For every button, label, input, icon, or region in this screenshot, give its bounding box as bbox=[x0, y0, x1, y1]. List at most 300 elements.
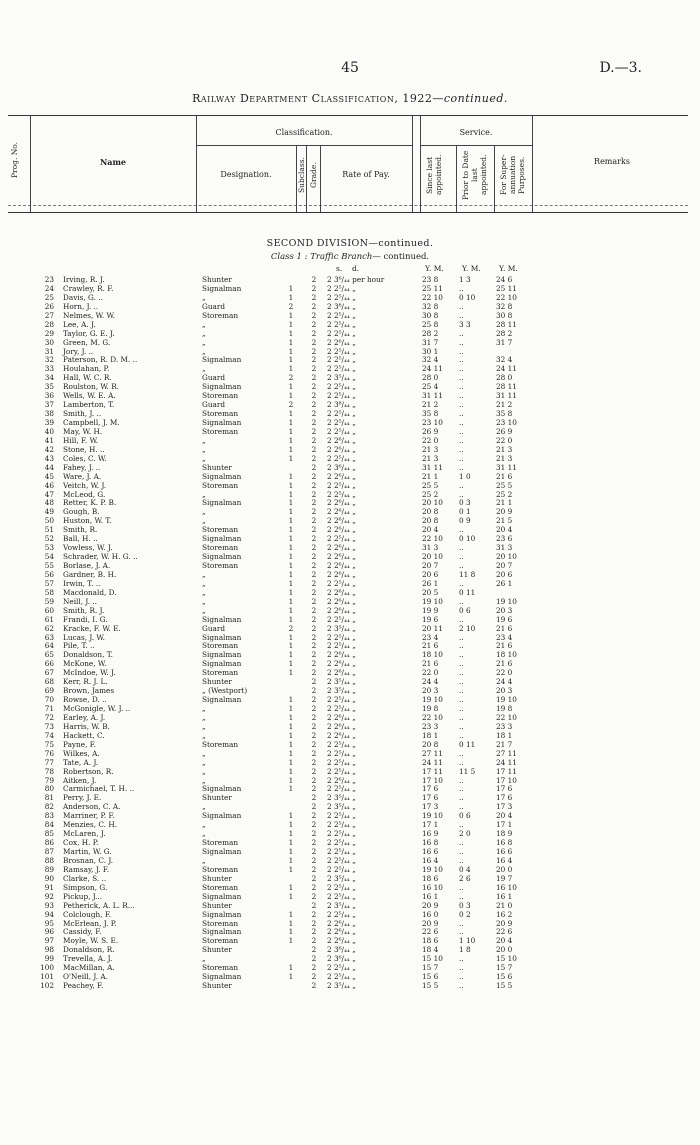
service-since-last: 21 2 bbox=[422, 400, 439, 410]
unit-years-months: Y. M. bbox=[425, 264, 444, 273]
service-superannuation: 18 10 bbox=[496, 650, 517, 660]
prog-no: 89 bbox=[44, 864, 54, 874]
employee-name: McIndoe, W. J. bbox=[63, 668, 116, 678]
service-since-last: 20 8 bbox=[422, 516, 439, 526]
prog-no: 56 bbox=[44, 569, 54, 579]
table-row bbox=[0, 686, 700, 695]
designation: Shunter bbox=[202, 873, 232, 883]
designation: „ bbox=[202, 829, 206, 839]
employee-name: Irwin, T. .. bbox=[63, 578, 101, 588]
designation: Storeman bbox=[202, 882, 239, 892]
subtitle-class: Class 1 : Traffic Branch bbox=[270, 252, 373, 262]
subclass: 1 bbox=[288, 891, 294, 901]
table-row bbox=[0, 418, 700, 427]
service-since-last: 19 10 bbox=[422, 811, 443, 821]
grade: 2 bbox=[311, 480, 317, 490]
designation: Shunter bbox=[202, 981, 232, 991]
rate-of-pay: 2 2⁵/₄₄ „ bbox=[327, 829, 356, 839]
service-prior: .. bbox=[459, 435, 464, 445]
employee-name: Moyle, W. S. E. bbox=[63, 936, 119, 946]
header-top-rule bbox=[8, 115, 688, 116]
employee-name: Harris, W. B. bbox=[63, 721, 110, 731]
designation: Shunter bbox=[202, 677, 232, 687]
prog-no: 100 bbox=[40, 963, 54, 973]
grade: 2 bbox=[311, 704, 317, 713]
subclass: 1 bbox=[288, 829, 294, 839]
service-prior: 2 0 bbox=[459, 829, 471, 839]
employee-name: Green, M. G. bbox=[63, 337, 111, 347]
service-prior: .. bbox=[459, 382, 464, 392]
rate-of-pay: 2 2⁵/₄₄ „ bbox=[327, 757, 356, 767]
service-superannuation: 21 2 bbox=[496, 400, 513, 410]
service-prior: .. bbox=[459, 346, 464, 356]
grade: 2 bbox=[311, 596, 317, 606]
service-prior: 0 2 bbox=[459, 909, 471, 919]
employee-name: Irving, R. J. bbox=[63, 275, 105, 284]
employee-name: Vowless, W. J. bbox=[63, 543, 113, 553]
rate-of-pay: 2 3⁸/₄₄ „ bbox=[327, 400, 356, 410]
service-since-last: 31 3 bbox=[422, 543, 439, 553]
subclass: 1 bbox=[288, 641, 294, 651]
employee-name: O'Neill, J. A. bbox=[63, 972, 108, 982]
rate-of-pay: 2 2⁶/₄₄ „ bbox=[327, 471, 356, 481]
subclass: 1 bbox=[288, 426, 294, 436]
grade: 2 bbox=[311, 775, 317, 785]
service-superannuation: 35 8 bbox=[496, 409, 513, 419]
subclass: 1 bbox=[288, 355, 294, 365]
designation: Storeman bbox=[202, 409, 239, 419]
service-prior: .. bbox=[459, 650, 464, 660]
designation: Signalman bbox=[202, 632, 242, 642]
employee-name: Kracke, F. W. E. bbox=[63, 623, 121, 633]
designation: Storeman bbox=[202, 668, 239, 678]
service-prior: .. bbox=[459, 855, 464, 865]
service-superannuation: 21 6 bbox=[496, 471, 513, 481]
service-superannuation: 22 0 bbox=[496, 435, 513, 445]
service-prior: 0 9 bbox=[459, 516, 471, 526]
service-since-last: 20 10 bbox=[422, 498, 443, 508]
service-since-last: 24 4 bbox=[422, 677, 439, 687]
employee-name: Hill, F. W. bbox=[63, 435, 99, 445]
designation: „ bbox=[202, 802, 206, 812]
service-prior: .. bbox=[459, 963, 464, 973]
service-superannuation: 17 1 bbox=[496, 820, 513, 830]
service-superannuation: 16 4 bbox=[496, 855, 513, 865]
prog-no: 94 bbox=[44, 909, 54, 919]
service-since-last: 20 5 bbox=[422, 587, 439, 597]
prog-no: 81 bbox=[44, 793, 54, 803]
employee-name: Carmichael, T. H. .. bbox=[63, 784, 135, 794]
grade: 2 bbox=[311, 677, 317, 687]
table-row bbox=[0, 972, 700, 981]
service-prior: .. bbox=[459, 552, 464, 562]
grade: 2 bbox=[311, 829, 317, 839]
service-prior: .. bbox=[459, 668, 464, 678]
grade: 2 bbox=[311, 730, 317, 740]
subclass: 1 bbox=[288, 864, 294, 874]
table-row bbox=[0, 320, 700, 329]
subclass: 2 bbox=[288, 301, 294, 311]
unit-years-months: Y. M. bbox=[462, 264, 481, 273]
grade: 2 bbox=[311, 382, 317, 392]
table-row bbox=[0, 606, 700, 615]
service-since-last: 16 6 bbox=[422, 847, 439, 856]
subclass: 1 bbox=[288, 453, 294, 463]
service-superannuation: 31 11 bbox=[496, 391, 517, 401]
rate-of-pay: 2 2⁵/₄₄ „ bbox=[327, 632, 356, 642]
employee-name: Frandi, I. G. bbox=[63, 614, 108, 624]
prog-no: 86 bbox=[44, 838, 54, 848]
service-prior: .. bbox=[459, 444, 464, 454]
service-since-last: 16 1 bbox=[422, 891, 439, 901]
subclass: 1 bbox=[288, 918, 294, 928]
employee-name: Ball, H. .. bbox=[63, 534, 98, 544]
grade: 2 bbox=[311, 918, 317, 928]
designation: „ bbox=[202, 569, 206, 579]
designation: Signalman bbox=[202, 650, 242, 660]
service-since-last: 22 6 bbox=[422, 927, 439, 937]
service-superannuation: 21 7 bbox=[496, 739, 513, 749]
subclass: 1 bbox=[288, 498, 294, 508]
service-since-last: 22 10 bbox=[422, 534, 443, 544]
grade: 2 bbox=[311, 820, 317, 830]
employee-name: Jory, J. .. bbox=[63, 346, 94, 356]
grade: 2 bbox=[311, 659, 317, 669]
prog-no: 84 bbox=[44, 820, 54, 830]
designation: Storeman bbox=[202, 561, 239, 570]
table-row bbox=[0, 561, 700, 570]
grade: 2 bbox=[311, 418, 317, 427]
subclass: 1 bbox=[288, 811, 294, 821]
employee-name: Smith, R. J. bbox=[63, 605, 105, 615]
subclass: 1 bbox=[288, 409, 294, 419]
rate-of-pay: 2 2⁶/₄₄ „ bbox=[327, 552, 356, 562]
rate-of-pay: 2 2⁶/₄₄ „ bbox=[327, 587, 356, 597]
designation: „ bbox=[202, 364, 206, 374]
service-since-last: 19 8 bbox=[422, 704, 439, 713]
service-prior: .. bbox=[459, 775, 464, 785]
employee-name: Borlase, J. A. bbox=[63, 561, 111, 570]
service-prior: 2 6 bbox=[459, 873, 471, 883]
grade: 2 bbox=[311, 364, 317, 374]
employee-name: Nelmes, W. W. bbox=[63, 310, 116, 320]
service-since-last: 26 1 bbox=[422, 578, 439, 588]
rate-of-pay: 2 2⁶/₄₄ „ bbox=[327, 721, 356, 731]
prog-no: 40 bbox=[44, 426, 54, 436]
service-prior: .. bbox=[459, 954, 464, 964]
employee-name: Marriner, P. F. bbox=[63, 811, 115, 821]
rate-of-pay: 2 3⁵/₄₄ „ bbox=[327, 793, 356, 803]
rate-of-pay: 2 2⁶/₄₄ „ bbox=[327, 543, 356, 553]
header-prog-no: Prog. No. bbox=[10, 141, 19, 179]
subclass: 1 bbox=[288, 444, 294, 454]
prog-no: 38 bbox=[44, 409, 54, 419]
service-prior: .. bbox=[459, 972, 464, 982]
service-prior: .. bbox=[459, 391, 464, 401]
service-prior: .. bbox=[459, 283, 464, 293]
service-prior: 1 0 bbox=[459, 471, 471, 481]
service-superannuation: 20 3 bbox=[496, 605, 513, 615]
subclass: 1 bbox=[288, 847, 294, 856]
service-prior: 1 8 bbox=[459, 945, 471, 955]
service-prior: 11 8 bbox=[459, 569, 476, 579]
service-superannuation: 23 10 bbox=[496, 418, 517, 427]
service-superannuation: 24 11 bbox=[496, 364, 517, 374]
designation: „ bbox=[202, 757, 206, 767]
service-superannuation: 20 7 bbox=[496, 561, 513, 570]
service-prior: .. bbox=[459, 578, 464, 588]
service-prior: .. bbox=[459, 543, 464, 553]
table-row bbox=[0, 579, 700, 588]
service-prior: 2 10 bbox=[459, 623, 476, 633]
designation: Storeman bbox=[202, 543, 239, 553]
table-row bbox=[0, 731, 700, 740]
table-row bbox=[0, 516, 700, 525]
employee-name: May, W. H. bbox=[63, 426, 103, 436]
service-prior: .. bbox=[459, 730, 464, 740]
service-superannuation: 15 5 bbox=[496, 981, 513, 991]
prog-no: 27 bbox=[44, 310, 54, 320]
designation: Signalman bbox=[202, 891, 242, 901]
rate-of-pay: 2 3⁵/₄₄ „ bbox=[327, 623, 356, 633]
service-since-last: 19 10 bbox=[422, 596, 443, 606]
service-since-last: 17 10 bbox=[422, 775, 443, 785]
service-superannuation: 28 11 bbox=[496, 382, 517, 392]
service-prior: .. bbox=[459, 891, 464, 901]
employee-name: Hackett, C. bbox=[63, 730, 105, 740]
employee-name: Huston, W. T. bbox=[63, 516, 112, 526]
service-prior: .. bbox=[459, 918, 464, 928]
grade: 2 bbox=[311, 346, 317, 356]
service-since-last: 15 7 bbox=[422, 963, 439, 973]
service-superannuation: 27 11 bbox=[496, 748, 517, 758]
prog-no: 79 bbox=[44, 775, 54, 785]
rate-of-pay: 2 2⁶/₄₄ „ bbox=[327, 775, 356, 785]
table-row bbox=[0, 936, 700, 945]
grade: 2 bbox=[311, 507, 317, 517]
header-since-last: Since last appointed. bbox=[425, 154, 443, 196]
designation: Guard bbox=[202, 400, 226, 410]
employee-name: Robertson, R. bbox=[63, 766, 114, 776]
service-prior: .. bbox=[459, 981, 464, 991]
service-since-last: 25 4 bbox=[422, 382, 439, 392]
rate-of-pay: 2 2⁵/₄₄ „ bbox=[327, 641, 356, 651]
grade: 2 bbox=[311, 981, 317, 991]
table-row bbox=[0, 275, 700, 284]
designation: „ bbox=[202, 954, 206, 964]
service-prior: .. bbox=[459, 426, 464, 436]
grade: 2 bbox=[311, 355, 317, 365]
designation: Signalman bbox=[202, 695, 242, 705]
designation: „ bbox=[202, 292, 206, 302]
subclass: 1 bbox=[288, 471, 294, 481]
designation: „ bbox=[202, 596, 206, 606]
subclass: 1 bbox=[288, 418, 294, 427]
employee-name: Payne, F. bbox=[63, 739, 96, 749]
subclass: 1 bbox=[288, 838, 294, 848]
rate-of-pay: 2 3⁸/₄₄ „ bbox=[327, 301, 356, 311]
table-row bbox=[0, 472, 700, 481]
service-since-last: 21 1 bbox=[422, 471, 439, 481]
prog-no: 49 bbox=[44, 507, 54, 517]
service-superannuation: 24 4 bbox=[496, 677, 513, 687]
subclass: 1 bbox=[288, 712, 294, 722]
table-row bbox=[0, 892, 700, 901]
table-row bbox=[0, 552, 700, 561]
subclass: 2 bbox=[288, 623, 294, 633]
prog-no: 73 bbox=[44, 721, 54, 731]
designation: Signalman bbox=[202, 382, 242, 392]
service-since-last: 20 11 bbox=[422, 623, 443, 633]
grade: 2 bbox=[311, 283, 317, 293]
col-divider bbox=[456, 145, 457, 212]
subclass: 1 bbox=[288, 283, 294, 293]
header-grade: Grade. bbox=[309, 162, 318, 188]
service-since-last: 18 10 bbox=[422, 650, 443, 660]
service-prior: 1 10 bbox=[459, 936, 476, 946]
service-since-last: 20 8 bbox=[422, 507, 439, 517]
prog-no: 42 bbox=[44, 444, 54, 454]
designation: Guard bbox=[202, 623, 226, 633]
subclass: 1 bbox=[288, 936, 294, 946]
prog-no: 102 bbox=[40, 981, 54, 991]
service-superannuation: 21 5 bbox=[496, 516, 513, 526]
rate-of-pay: 2 2⁶/₄₄ „ bbox=[327, 668, 356, 678]
employee-name: Pile, T. .. bbox=[63, 641, 95, 651]
rate-of-pay: 2 2⁶/₄₄ „ bbox=[327, 444, 356, 454]
prog-no: 90 bbox=[44, 873, 54, 883]
rate-of-pay: 2 2⁵/₄₄ „ bbox=[327, 578, 356, 588]
grade: 2 bbox=[311, 909, 317, 919]
subclass: 1 bbox=[288, 632, 294, 642]
table-row bbox=[0, 498, 700, 507]
designation: Storeman bbox=[202, 525, 239, 535]
designation: „ bbox=[202, 444, 206, 454]
table-row bbox=[0, 740, 700, 749]
grade: 2 bbox=[311, 525, 317, 535]
employee-name: Earley, A. J. bbox=[63, 712, 106, 722]
table-row bbox=[0, 919, 700, 928]
subclass: 1 bbox=[288, 552, 294, 562]
table-row bbox=[0, 400, 700, 409]
rate-of-pay: 2 3⁶/₄₄ „ bbox=[327, 945, 356, 955]
service-superannuation: 18 9 bbox=[496, 829, 513, 839]
table-row bbox=[0, 659, 700, 668]
service-superannuation: 23 6 bbox=[496, 534, 513, 544]
designation: „ bbox=[202, 605, 206, 615]
grade: 2 bbox=[311, 972, 317, 982]
subclass: 1 bbox=[288, 659, 294, 669]
rate-of-pay: 2 2⁶/₄₄ „ bbox=[327, 569, 356, 579]
prog-no: 60 bbox=[44, 605, 54, 615]
grade: 2 bbox=[311, 552, 317, 562]
grade: 2 bbox=[311, 954, 317, 964]
service-since-last: 19 10 bbox=[422, 695, 443, 705]
subclass: 1 bbox=[288, 963, 294, 973]
designation: Shunter bbox=[202, 945, 232, 955]
employee-name: McGonigle, W. J. .. bbox=[63, 704, 131, 713]
service-since-last: 21 3 bbox=[422, 444, 439, 454]
service-superannuation: 20 10 bbox=[496, 552, 517, 562]
prog-no: 61 bbox=[44, 614, 54, 624]
service-since-last: 22 0 bbox=[422, 435, 439, 445]
service-superannuation: 20 4 bbox=[496, 525, 513, 535]
grade: 2 bbox=[311, 802, 317, 812]
service-since-last: 16 10 bbox=[422, 882, 443, 892]
prog-no: 98 bbox=[44, 945, 54, 955]
grade: 2 bbox=[311, 462, 317, 472]
designation: Signalman bbox=[202, 909, 242, 919]
subclass: 1 bbox=[288, 739, 294, 749]
service-superannuation: 19 6 bbox=[496, 614, 513, 624]
prog-no: 80 bbox=[44, 784, 54, 794]
header-remarks: Remarks bbox=[594, 157, 630, 166]
service-since-last: 17 1 bbox=[422, 820, 439, 830]
service-prior: 0 10 bbox=[459, 534, 476, 544]
service-since-last: 26 9 bbox=[422, 426, 439, 436]
service-prior: .. bbox=[459, 641, 464, 651]
col-divider bbox=[412, 115, 413, 212]
table-row bbox=[0, 838, 700, 847]
designation: „ bbox=[202, 453, 206, 463]
designation: „ bbox=[202, 748, 206, 758]
grade: 2 bbox=[311, 373, 317, 383]
subclass: 1 bbox=[288, 704, 294, 713]
employee-name: Retter, K. P. B. bbox=[63, 498, 117, 508]
rate-of-pay: 2 3⁶/₄₄ „ bbox=[327, 462, 356, 472]
prog-no: 59 bbox=[44, 596, 54, 606]
designation: „ bbox=[202, 730, 206, 740]
grade: 2 bbox=[311, 927, 317, 937]
rate-of-pay: 2 2⁵/₄₄ „ bbox=[327, 963, 356, 973]
designation: Guard bbox=[202, 373, 226, 383]
table-row bbox=[0, 668, 700, 677]
employee-name: Perry, J. E. bbox=[63, 793, 102, 803]
prog-no: 74 bbox=[44, 730, 54, 740]
prog-no: 87 bbox=[44, 847, 54, 856]
rate-of-pay: 2 2⁵/₄₄ „ bbox=[327, 355, 356, 365]
employee-name: Lee, A. J. bbox=[63, 319, 96, 329]
service-since-last: 35 8 bbox=[422, 409, 439, 419]
employee-name: Gardner, B. H. bbox=[63, 569, 117, 579]
subclass: 1 bbox=[288, 319, 294, 329]
grade: 2 bbox=[311, 882, 317, 892]
prog-no: 54 bbox=[44, 552, 54, 562]
service-prior: .. bbox=[459, 721, 464, 731]
grade: 2 bbox=[311, 301, 317, 311]
table-row bbox=[0, 811, 700, 820]
designation: „ bbox=[202, 435, 206, 445]
designation: Signalman bbox=[202, 418, 242, 427]
rate-of-pay: 2 2⁶/₄₄ „ bbox=[327, 712, 356, 722]
service-since-last: 30 1 bbox=[422, 346, 439, 356]
designation: „ bbox=[202, 578, 206, 588]
service-prior: .. bbox=[459, 561, 464, 570]
service-prior: .. bbox=[459, 480, 464, 490]
prog-no: 28 bbox=[44, 319, 54, 329]
employee-name: Peachey, F. bbox=[63, 981, 104, 991]
designation: Signalman bbox=[202, 471, 242, 481]
employee-name: Stone, H. .. bbox=[63, 444, 105, 454]
rate-of-pay: 2 2⁵/₄₄ „ bbox=[327, 811, 356, 821]
designation: Guard bbox=[202, 301, 226, 311]
prog-no: 83 bbox=[44, 811, 54, 821]
service-prior: .. bbox=[459, 355, 464, 365]
service-since-last: 22 10 bbox=[422, 292, 443, 302]
service-superannuation: 23 3 bbox=[496, 721, 513, 731]
service-since-last: 23 3 bbox=[422, 721, 439, 731]
employee-name: Neill, J. .. bbox=[63, 596, 97, 606]
